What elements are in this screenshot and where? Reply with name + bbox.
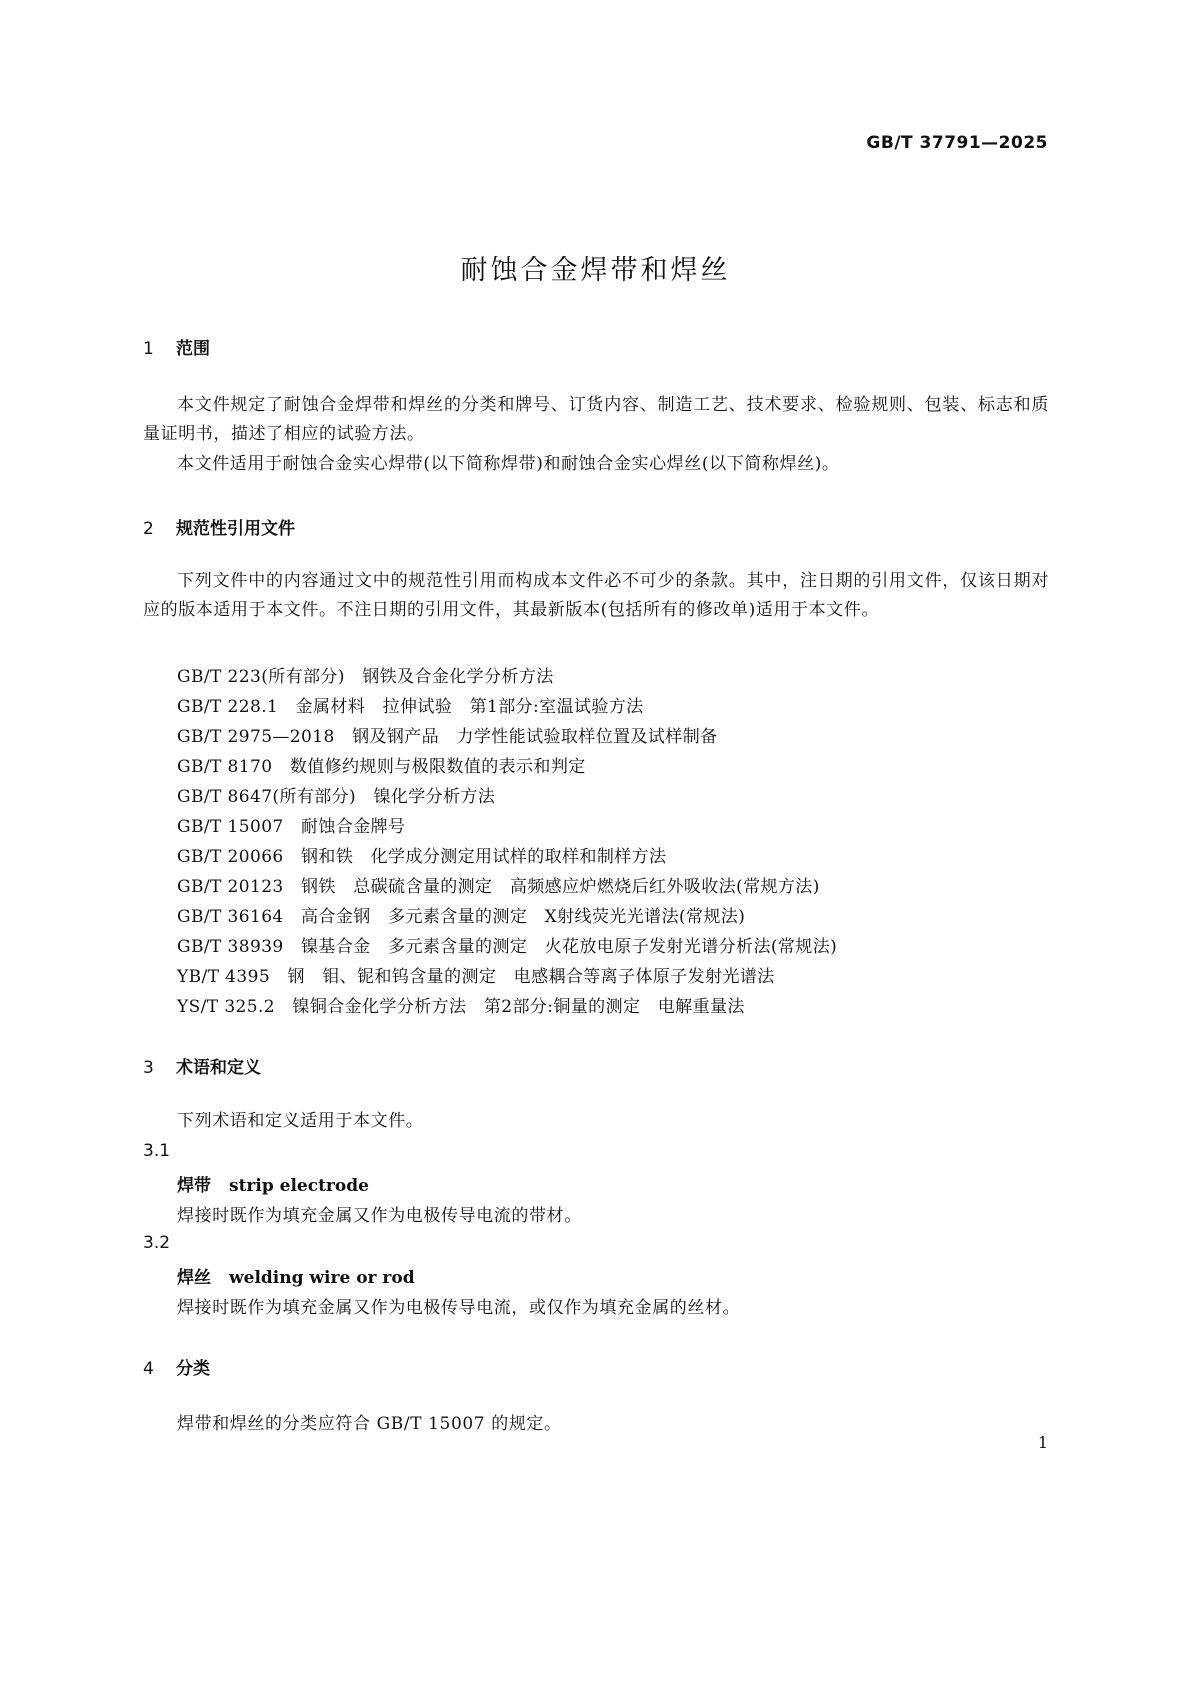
term-heading bbox=[177, 1263, 415, 1288]
section-title: 规范性引用文件 bbox=[176, 519, 295, 539]
reference-item: GB/T 8647(所有部分) 镍化学分析方法 bbox=[177, 787, 496, 807]
standard-number: GB/T 37791—2025 bbox=[866, 133, 1048, 153]
section-1-heading bbox=[143, 334, 210, 359]
section-number: 4 bbox=[143, 1359, 154, 1379]
reference-item: GB/T 20066 钢和铁 化学成分测定用试样的取样和制样方法 bbox=[177, 847, 667, 867]
section-number: 3 bbox=[143, 1058, 154, 1078]
terms-intro: 下列术语和定义适用于本文件。 bbox=[177, 1111, 424, 1131]
reference-item: GB/T 36164 高合金钢 多元素含量的测定 X射线荧光光谱法(常规法) bbox=[177, 907, 746, 927]
term-definition: 焊接时既作为填充金属又作为电极传导电流，或仅作为填充金属的丝材。 bbox=[177, 1298, 741, 1318]
references-intro: 下列文件中的内容通过文中的规范性引用而构成本文件必不可少的条款。其中，注日期的引用文件，仅该日期对应的版本适用于本文件。不注日期的引用文件，其最新版本(包括所有的修改单)适用于本文件。 bbox=[143, 571, 1049, 620]
section-number: 2 bbox=[143, 519, 154, 539]
document-title: 耐蚀合金焊带和焊丝 bbox=[460, 255, 731, 286]
clause-number: 3.2 bbox=[143, 1233, 171, 1253]
reference-item: YB/T 4395 钢 钼、铌和钨含量的测定 电感耦合等离子体原子发射光谱法 bbox=[177, 967, 775, 987]
reference-item: YS/T 325.2 镍铜合金化学分析方法 第2部分:铜量的测定 电解重量法 bbox=[177, 997, 745, 1017]
clause-number: 3.1 bbox=[143, 1141, 171, 1161]
scope-paragraph-1: 本文件规定了耐蚀合金焊带和焊丝的分类和牌号、订货内容、制造工艺、技术要求、检验规则、包装、标志和质量证明书，描述了相应的试验方法。 bbox=[143, 395, 1049, 444]
term-zh: 焊丝 bbox=[177, 1268, 211, 1288]
section-title: 术语和定义 bbox=[176, 1058, 261, 1078]
term-zh: 焊带 bbox=[177, 1176, 211, 1196]
reference-item: GB/T 228.1 金属材料 拉伸试验 第1部分:室温试验方法 bbox=[177, 697, 644, 717]
term-definition: 焊接时既作为填充金属又作为电极传导电流的带材。 bbox=[177, 1206, 582, 1226]
reference-item: GB/T 2975—2018 钢及钢产品 力学性能试验取样位置及试样制备 bbox=[177, 727, 718, 747]
reference-item: GB/T 8170 数值修约规则与极限数值的表示和判定 bbox=[177, 757, 586, 777]
reference-item: GB/T 20123 钢铁 总碳硫含量的测定 高频感应炉燃烧后红外吸收法(常规方法) bbox=[177, 877, 820, 897]
reference-item: GB/T 38939 镍基合金 多元素含量的测定 火花放电原子发射光谱分析法(常规法) bbox=[177, 937, 838, 957]
scope-paragraph-2: 本文件适用于耐蚀合金实心焊带(以下简称焊带)和耐蚀合金实心焊丝(以下简称焊丝)。 bbox=[177, 454, 840, 474]
section-2-heading bbox=[143, 514, 295, 539]
term-en: strip electrode bbox=[229, 1176, 369, 1196]
classification-paragraph: 焊带和焊丝的分类应符合 GB/T 15007 的规定。 bbox=[177, 1414, 562, 1434]
section-4-heading bbox=[143, 1354, 210, 1379]
section-number: 1 bbox=[143, 339, 154, 359]
term-en: welding wire or rod bbox=[229, 1268, 415, 1288]
reference-item: GB/T 223(所有部分) 钢铁及合金化学分析方法 bbox=[177, 667, 554, 687]
section-title: 分类 bbox=[176, 1359, 210, 1379]
section-3-heading bbox=[143, 1053, 261, 1078]
reference-item: GB/T 15007 耐蚀合金牌号 bbox=[177, 817, 406, 837]
section-title: 范围 bbox=[176, 339, 210, 359]
term-heading bbox=[177, 1171, 369, 1196]
page-number: 1 bbox=[1037, 1433, 1048, 1452]
